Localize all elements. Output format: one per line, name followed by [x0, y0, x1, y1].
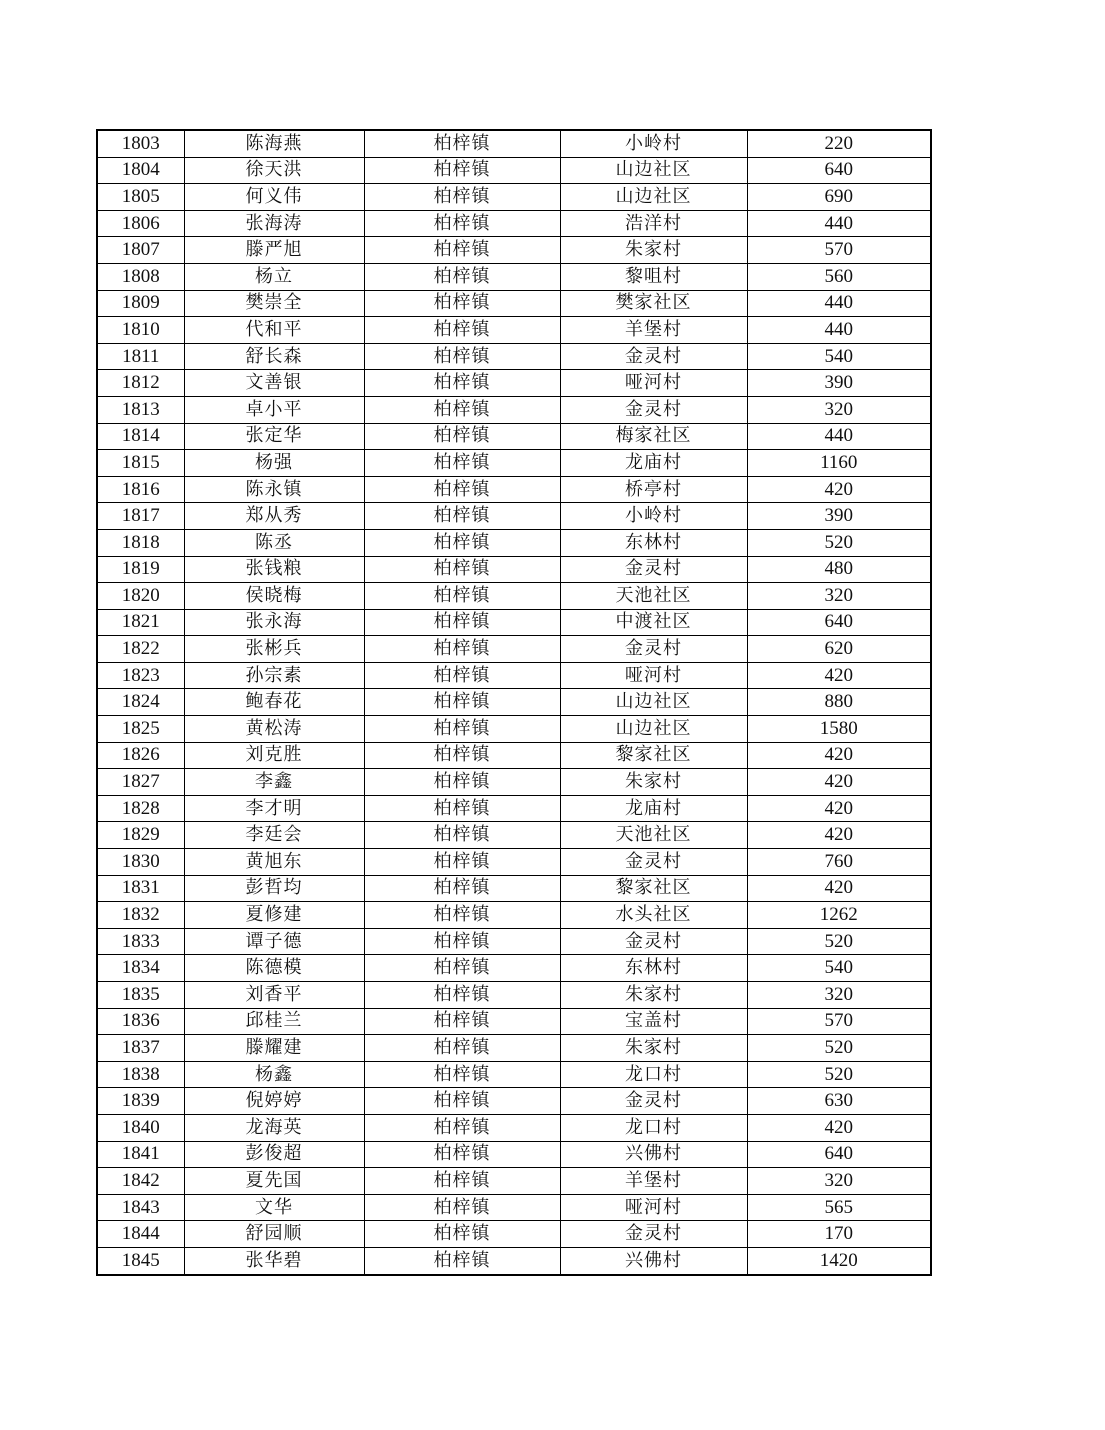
name-cell: 杨鑫	[184, 1061, 364, 1088]
index-cell: 1812	[97, 370, 184, 397]
name-cell: 李才明	[184, 795, 364, 822]
town-cell: 柏梓镇	[364, 1035, 560, 1062]
town-cell: 柏梓镇	[364, 928, 560, 955]
index-cell: 1842	[97, 1168, 184, 1195]
table-row	[97, 689, 931, 716]
village-cell: 兴佛村	[560, 1247, 747, 1274]
town-cell: 柏梓镇	[364, 583, 560, 610]
village-cell: 小岭村	[560, 503, 747, 530]
index-cell: 1837	[97, 1035, 184, 1062]
index-cell: 1844	[97, 1221, 184, 1248]
town-cell: 柏梓镇	[364, 396, 560, 423]
amount-cell: 690	[747, 184, 931, 211]
index-cell: 1815	[97, 450, 184, 477]
table-row	[97, 1088, 931, 1115]
amount-cell: 320	[747, 982, 931, 1009]
table-row	[97, 928, 931, 955]
table-row	[97, 1141, 931, 1168]
name-cell: 郑从秀	[184, 503, 364, 530]
index-cell: 1803	[97, 130, 184, 157]
amount-cell: 440	[747, 317, 931, 344]
table-row	[97, 716, 931, 743]
village-cell: 哑河村	[560, 662, 747, 689]
name-cell: 舒园顺	[184, 1221, 364, 1248]
village-cell: 金灵村	[560, 1221, 747, 1248]
table-row	[97, 503, 931, 530]
village-cell: 中渡社区	[560, 609, 747, 636]
village-cell: 山边社区	[560, 689, 747, 716]
amount-cell: 640	[747, 1141, 931, 1168]
index-cell: 1822	[97, 636, 184, 663]
name-cell: 李廷会	[184, 822, 364, 849]
index-cell: 1845	[97, 1247, 184, 1274]
name-cell: 陈丞	[184, 529, 364, 556]
index-cell: 1827	[97, 769, 184, 796]
name-cell: 倪婷婷	[184, 1088, 364, 1115]
index-cell: 1828	[97, 795, 184, 822]
data-table	[96, 129, 932, 1276]
table-row	[97, 795, 931, 822]
town-cell: 柏梓镇	[364, 210, 560, 237]
village-cell: 桥亭村	[560, 476, 747, 503]
village-cell: 小岭村	[560, 130, 747, 157]
name-cell: 张彬兵	[184, 636, 364, 663]
town-cell: 柏梓镇	[364, 237, 560, 264]
village-cell: 朱家村	[560, 769, 747, 796]
amount-cell: 440	[747, 210, 931, 237]
name-cell: 彭哲均	[184, 875, 364, 902]
amount-cell: 760	[747, 849, 931, 876]
town-cell: 柏梓镇	[364, 716, 560, 743]
table-row	[97, 317, 931, 344]
amount-cell: 220	[747, 130, 931, 157]
town-cell: 柏梓镇	[364, 662, 560, 689]
amount-cell: 420	[747, 742, 931, 769]
table-row	[97, 343, 931, 370]
town-cell: 柏梓镇	[364, 742, 560, 769]
index-cell: 1826	[97, 742, 184, 769]
amount-cell: 420	[747, 476, 931, 503]
village-cell: 浩洋村	[560, 210, 747, 237]
index-cell: 1825	[97, 716, 184, 743]
name-cell: 张定华	[184, 423, 364, 450]
name-cell: 陈永镇	[184, 476, 364, 503]
town-cell: 柏梓镇	[364, 529, 560, 556]
index-cell: 1805	[97, 184, 184, 211]
amount-cell: 640	[747, 609, 931, 636]
amount-cell: 620	[747, 636, 931, 663]
name-cell: 张钱粮	[184, 556, 364, 583]
index-cell: 1821	[97, 609, 184, 636]
name-cell: 陈海燕	[184, 130, 364, 157]
amount-cell: 440	[747, 290, 931, 317]
index-cell: 1816	[97, 476, 184, 503]
amount-cell: 320	[747, 396, 931, 423]
table-row	[97, 1168, 931, 1195]
town-cell: 柏梓镇	[364, 317, 560, 344]
table-row	[97, 130, 931, 157]
amount-cell: 520	[747, 529, 931, 556]
town-cell: 柏梓镇	[364, 450, 560, 477]
amount-cell: 570	[747, 237, 931, 264]
amount-cell: 520	[747, 1035, 931, 1062]
amount-cell: 540	[747, 955, 931, 982]
village-cell: 东林村	[560, 529, 747, 556]
town-cell: 柏梓镇	[364, 423, 560, 450]
amount-cell: 420	[747, 795, 931, 822]
table-row	[97, 396, 931, 423]
amount-cell: 880	[747, 689, 931, 716]
index-cell: 1833	[97, 928, 184, 955]
name-cell: 何义伟	[184, 184, 364, 211]
name-cell: 邱桂兰	[184, 1008, 364, 1035]
village-cell: 金灵村	[560, 636, 747, 663]
name-cell: 文善银	[184, 370, 364, 397]
amount-cell: 630	[747, 1088, 931, 1115]
table-row	[97, 1035, 931, 1062]
name-cell: 黄松涛	[184, 716, 364, 743]
village-cell: 黎家社区	[560, 875, 747, 902]
amount-cell: 1420	[747, 1247, 931, 1274]
index-cell: 1838	[97, 1061, 184, 1088]
index-cell: 1831	[97, 875, 184, 902]
index-cell: 1810	[97, 317, 184, 344]
town-cell: 柏梓镇	[364, 476, 560, 503]
town-cell: 柏梓镇	[364, 263, 560, 290]
amount-cell: 520	[747, 1061, 931, 1088]
town-cell: 柏梓镇	[364, 795, 560, 822]
amount-cell: 560	[747, 263, 931, 290]
name-cell: 舒长森	[184, 343, 364, 370]
village-cell: 金灵村	[560, 849, 747, 876]
table-row	[97, 450, 931, 477]
name-cell: 张海涛	[184, 210, 364, 237]
village-cell: 天池社区	[560, 583, 747, 610]
table-row	[97, 769, 931, 796]
amount-cell: 570	[747, 1008, 931, 1035]
table-row	[97, 290, 931, 317]
village-cell: 朱家村	[560, 1035, 747, 1062]
amount-cell: 440	[747, 423, 931, 450]
amount-cell: 420	[747, 769, 931, 796]
index-cell: 1817	[97, 503, 184, 530]
table-row	[97, 609, 931, 636]
index-cell: 1839	[97, 1088, 184, 1115]
index-cell: 1804	[97, 157, 184, 184]
town-cell: 柏梓镇	[364, 1141, 560, 1168]
name-cell: 李鑫	[184, 769, 364, 796]
village-cell: 金灵村	[560, 1088, 747, 1115]
village-cell: 哑河村	[560, 370, 747, 397]
name-cell: 彭俊超	[184, 1141, 364, 1168]
village-cell: 哑河村	[560, 1194, 747, 1221]
village-cell: 山边社区	[560, 157, 747, 184]
name-cell: 陈德模	[184, 955, 364, 982]
name-cell: 龙海英	[184, 1114, 364, 1141]
table-row	[97, 849, 931, 876]
name-cell: 张华碧	[184, 1247, 364, 1274]
name-cell: 鲍春花	[184, 689, 364, 716]
village-cell: 黎咀村	[560, 263, 747, 290]
town-cell: 柏梓镇	[364, 503, 560, 530]
name-cell: 杨强	[184, 450, 364, 477]
amount-cell: 390	[747, 370, 931, 397]
name-cell: 张永海	[184, 609, 364, 636]
name-cell: 夏先国	[184, 1168, 364, 1195]
table-row	[97, 1194, 931, 1221]
table-row	[97, 1008, 931, 1035]
table-row	[97, 1221, 931, 1248]
index-cell: 1840	[97, 1114, 184, 1141]
village-cell: 金灵村	[560, 928, 747, 955]
town-cell: 柏梓镇	[364, 1061, 560, 1088]
village-cell: 东林村	[560, 955, 747, 982]
village-cell: 山边社区	[560, 716, 747, 743]
index-cell: 1808	[97, 263, 184, 290]
table-row	[97, 556, 931, 583]
table-row	[97, 263, 931, 290]
index-cell: 1832	[97, 902, 184, 929]
town-cell: 柏梓镇	[364, 769, 560, 796]
index-cell: 1819	[97, 556, 184, 583]
index-cell: 1836	[97, 1008, 184, 1035]
village-cell: 朱家村	[560, 237, 747, 264]
village-cell: 龙庙村	[560, 795, 747, 822]
town-cell: 柏梓镇	[364, 556, 560, 583]
village-cell: 梅家社区	[560, 423, 747, 450]
index-cell: 1835	[97, 982, 184, 1009]
name-cell: 文华	[184, 1194, 364, 1221]
index-cell: 1829	[97, 822, 184, 849]
amount-cell: 1160	[747, 450, 931, 477]
village-cell: 金灵村	[560, 343, 747, 370]
name-cell: 谭子德	[184, 928, 364, 955]
town-cell: 柏梓镇	[364, 1168, 560, 1195]
town-cell: 柏梓镇	[364, 290, 560, 317]
amount-cell: 320	[747, 1168, 931, 1195]
town-cell: 柏梓镇	[364, 370, 560, 397]
village-cell: 黎家社区	[560, 742, 747, 769]
index-cell: 1843	[97, 1194, 184, 1221]
index-cell: 1806	[97, 210, 184, 237]
town-cell: 柏梓镇	[364, 1194, 560, 1221]
table-row	[97, 370, 931, 397]
town-cell: 柏梓镇	[364, 184, 560, 211]
town-cell: 柏梓镇	[364, 636, 560, 663]
table-row	[97, 902, 931, 929]
village-cell: 山边社区	[560, 184, 747, 211]
table-row	[97, 583, 931, 610]
amount-cell: 640	[747, 157, 931, 184]
village-cell: 羊堡村	[560, 1168, 747, 1195]
village-cell: 朱家村	[560, 982, 747, 1009]
index-cell: 1811	[97, 343, 184, 370]
index-cell: 1820	[97, 583, 184, 610]
village-cell: 兴佛村	[560, 1141, 747, 1168]
town-cell: 柏梓镇	[364, 955, 560, 982]
village-cell: 金灵村	[560, 556, 747, 583]
table-row	[97, 982, 931, 1009]
town-cell: 柏梓镇	[364, 1114, 560, 1141]
village-cell: 天池社区	[560, 822, 747, 849]
amount-cell: 480	[747, 556, 931, 583]
town-cell: 柏梓镇	[364, 849, 560, 876]
name-cell: 滕严旭	[184, 237, 364, 264]
amount-cell: 420	[747, 662, 931, 689]
town-cell: 柏梓镇	[364, 130, 560, 157]
town-cell: 柏梓镇	[364, 982, 560, 1009]
table-row	[97, 955, 931, 982]
name-cell: 孙宗素	[184, 662, 364, 689]
village-cell: 宝盖村	[560, 1008, 747, 1035]
index-cell: 1814	[97, 423, 184, 450]
name-cell: 刘克胜	[184, 742, 364, 769]
village-cell: 樊家社区	[560, 290, 747, 317]
name-cell: 夏修建	[184, 902, 364, 929]
name-cell: 刘香平	[184, 982, 364, 1009]
name-cell: 樊崇全	[184, 290, 364, 317]
table-row	[97, 742, 931, 769]
town-cell: 柏梓镇	[364, 343, 560, 370]
amount-cell: 420	[747, 822, 931, 849]
index-cell: 1818	[97, 529, 184, 556]
index-cell: 1823	[97, 662, 184, 689]
index-cell: 1807	[97, 237, 184, 264]
name-cell: 黄旭东	[184, 849, 364, 876]
table-body	[97, 130, 931, 1275]
name-cell: 杨立	[184, 263, 364, 290]
amount-cell: 540	[747, 343, 931, 370]
town-cell: 柏梓镇	[364, 157, 560, 184]
table-row	[97, 822, 931, 849]
village-cell: 羊堡村	[560, 317, 747, 344]
town-cell: 柏梓镇	[364, 1221, 560, 1248]
table-row	[97, 210, 931, 237]
name-cell: 滕耀建	[184, 1035, 364, 1062]
table-row	[97, 529, 931, 556]
amount-cell: 170	[747, 1221, 931, 1248]
index-cell: 1841	[97, 1141, 184, 1168]
amount-cell: 1580	[747, 716, 931, 743]
town-cell: 柏梓镇	[364, 822, 560, 849]
index-cell: 1809	[97, 290, 184, 317]
town-cell: 柏梓镇	[364, 1088, 560, 1115]
name-cell: 代和平	[184, 317, 364, 344]
amount-cell: 390	[747, 503, 931, 530]
town-cell: 柏梓镇	[364, 902, 560, 929]
index-cell: 1813	[97, 396, 184, 423]
amount-cell: 420	[747, 1114, 931, 1141]
index-cell: 1830	[97, 849, 184, 876]
town-cell: 柏梓镇	[364, 1008, 560, 1035]
table-row	[97, 875, 931, 902]
name-cell: 卓小平	[184, 396, 364, 423]
amount-cell: 565	[747, 1194, 931, 1221]
index-cell: 1834	[97, 955, 184, 982]
amount-cell: 1262	[747, 902, 931, 929]
table-row	[97, 157, 931, 184]
table-row	[97, 1247, 931, 1274]
amount-cell: 520	[747, 928, 931, 955]
table-row	[97, 1061, 931, 1088]
table-row	[97, 1114, 931, 1141]
amount-cell: 420	[747, 875, 931, 902]
table-row	[97, 184, 931, 211]
name-cell: 侯晓梅	[184, 583, 364, 610]
index-cell: 1824	[97, 689, 184, 716]
town-cell: 柏梓镇	[364, 609, 560, 636]
village-cell: 龙口村	[560, 1061, 747, 1088]
town-cell: 柏梓镇	[364, 875, 560, 902]
table-row	[97, 636, 931, 663]
table-row	[97, 476, 931, 503]
town-cell: 柏梓镇	[364, 1247, 560, 1274]
amount-cell: 320	[747, 583, 931, 610]
village-cell: 水头社区	[560, 902, 747, 929]
table-row	[97, 662, 931, 689]
town-cell: 柏梓镇	[364, 689, 560, 716]
village-cell: 金灵村	[560, 396, 747, 423]
table-row	[97, 237, 931, 264]
name-cell: 徐天洪	[184, 157, 364, 184]
village-cell: 龙庙村	[560, 450, 747, 477]
village-cell: 龙口村	[560, 1114, 747, 1141]
table-row	[97, 423, 931, 450]
